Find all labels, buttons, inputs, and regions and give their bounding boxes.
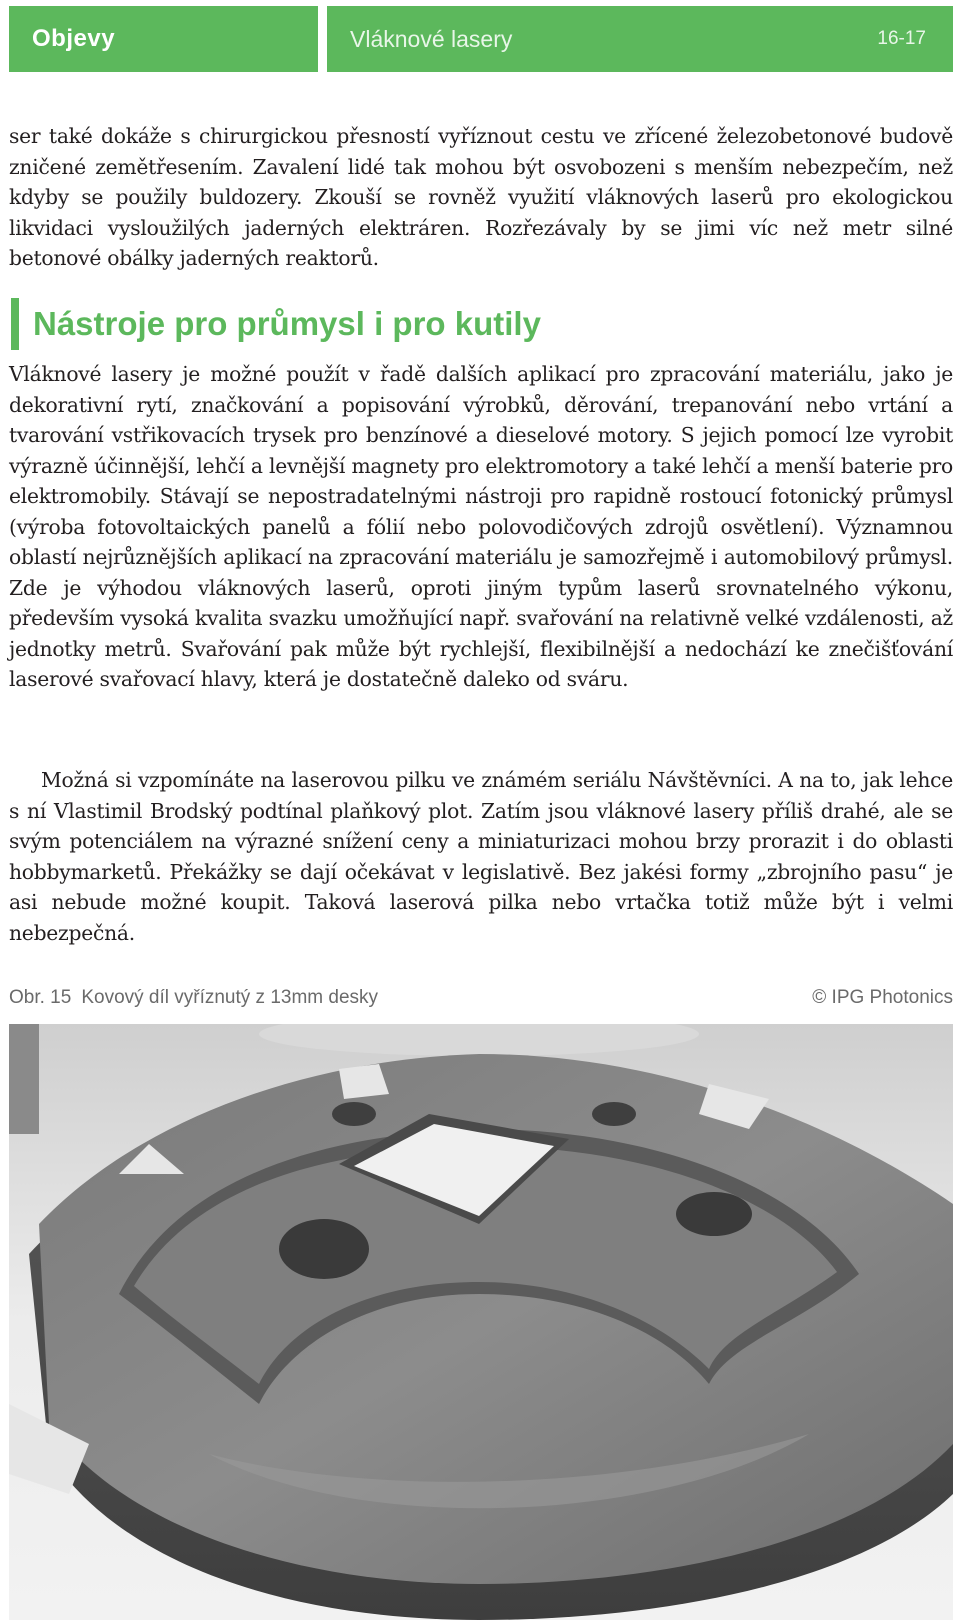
intro-paragraph: ser také dokáže s chirurgickou přesností vyříznout cestu ve zřícené železobetonové budově zničené zemětřesením. Zavalení lidé tak mohou být osvobozeni s menším nebezpečím, než kdyby se použily buldozery. Zkouší se rovněž využití vláknových laserů pro ekologickou likvidaci vysloužilých jaderných elektráren. Rozřezávaly by se jimi víc než metr silné betonové obálky jaderných reaktorů. [9, 124, 953, 270]
figure-caption [9, 985, 953, 1011]
figure-number: Obr. 15 [9, 987, 72, 1008]
figure-caption-text [9, 987, 378, 1009]
header-topic-box [327, 6, 953, 72]
section-heading-bar [11, 298, 19, 350]
header-section-box [9, 6, 318, 72]
figure-photo [9, 1024, 953, 1620]
section-heading: Nástroje pro průmysl i pro kutily [33, 305, 541, 342]
header-topic-title: Vláknové lasery [350, 25, 513, 52]
figure-credit: © IPG Photonics [812, 987, 953, 1008]
body-paragraph-1: Vláknové lasery je možné použít v řadě dalších aplikací pro zpracování materiálu, jako je dekorativní rytí, značkování a popisování výrobků, děrování, trepanování nebo vrtání a tvarování vstřikovacích trysek pro benzínové a dieselové motory. S jejich pomocí lze vyrobit výrazně účinnější, lehčí a levnější magnety pro elektromotory a také lehčí a menší baterie pro elektromobily. Stávají se nepostradatelnými nástroji pro rapidně rostoucí fotonický průmysl (výroba fotovoltaických panelů a fólií nebo polovodičových zdrojů osvětlení). Významnou oblastí nejrůznějších aplikací na zpracování materiálu je samozřejmě i automobilový průmysl. Zde je výhodou vláknových laserů, oproti jiným typům laserů srovnatelného výkonu, především vysoká kvalita svazku umožňující např. svařování na relativně velké vzdálenosti, až jednotky metrů. Svařování pak může být rychlejší, flexibilnější a nedochází ke znečišťování laserové svařovací hlavy, která je dostatečně daleko od sváru. [9, 362, 953, 691]
header-section-title: Objevy [32, 25, 116, 52]
page-numbers: 16-17 [877, 28, 926, 49]
body-paragraph-2: Možná si vzpomínáte na laserovou pilku ve známém seriálu Návštěvníci. A na to, jak lehce s ní Vlastimil Brodský podtínal plaňkový plot. Zatím jsou vláknové lasery příliš drahé, ale se svým potenciálem na výrazné snížení ceny a miniaturizaci mohou brzy prorazit i do oblasti hobbymarketů. Překážky se dají očekávat v legislativě. Bez jakési formy „zbrojního pasu“ je asi nebude možné koupit. Taková laserová pilka nebo vrtačka totiž může být i velmi nebezpečná. [9, 768, 953, 945]
figure-caption-label: Kovový díl vyříznutý z 13mm desky [81, 987, 379, 1008]
cut-metal-part-image [9, 1024, 953, 1620]
